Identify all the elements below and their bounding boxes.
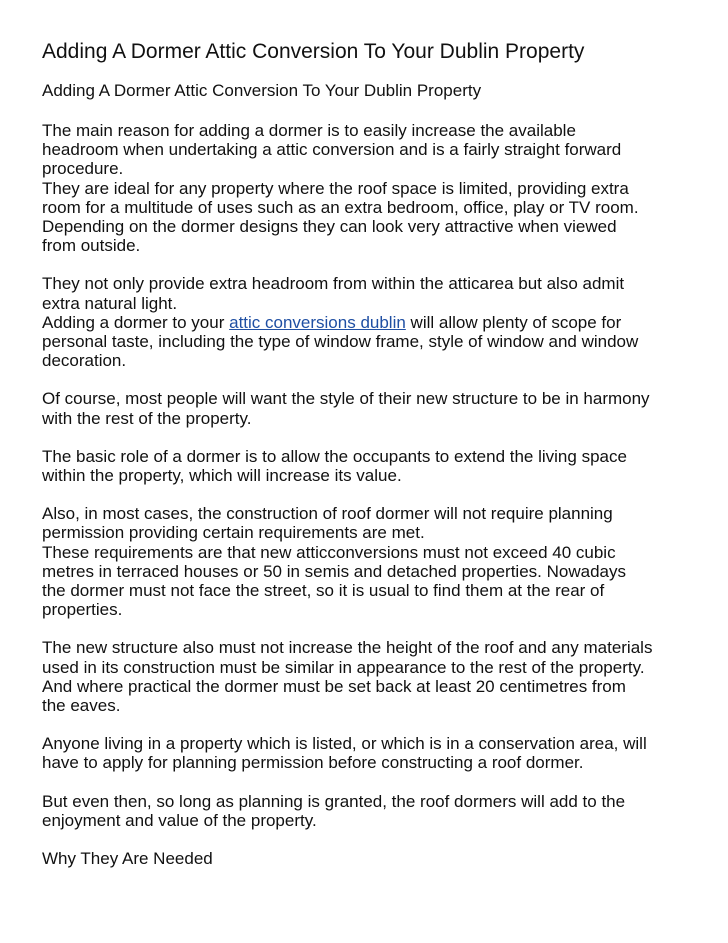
paragraph-requirements: [42, 504, 688, 619]
text-line: headroom when undertaking a attic conversion and is a fairly straight forward: [42, 140, 622, 160]
paragraph-intro: [42, 121, 688, 255]
text-line: properties.: [42, 600, 123, 620]
text-line: The main reason for adding a dormer is to easily increase the available: [42, 121, 576, 140]
paragraph-planning-granted: [42, 792, 688, 830]
text-line: permission providing certain requirements are met.: [42, 523, 425, 543]
text-line: personal taste, including the type of window frame, style of window and window: [42, 332, 639, 352]
text-line: Of course, most people will want the style of their new structure to be in harmony: [42, 389, 650, 409]
text-line: The basic role of a dormer is to allow the occupants to extend the living space: [42, 446, 627, 466]
text-line: procedure.: [42, 159, 124, 179]
paragraph-structure-height: [42, 638, 688, 715]
text-line-with-link: [42, 313, 688, 332]
text-line: decoration.: [42, 351, 127, 371]
text-line: Also, in most cases, the construction of roof dormer will not require planning: [42, 504, 613, 524]
text-line: have to apply for planning permission before constructing a roof dormer.: [42, 753, 584, 773]
attic-conversions-dublin-link[interactable]: attic conversions dublin: [229, 312, 406, 332]
text-line: the dormer must not face the street, so it is usual to find them at the rear of: [42, 581, 605, 601]
text-line: from outside.: [42, 236, 141, 256]
text-line: with the rest of the property.: [42, 408, 252, 428]
text-line: They are ideal for any property where the roof space is limited, providing extra: [42, 178, 629, 198]
text-line: enjoyment and value of the property.: [42, 810, 317, 830]
text-line: And where practical the dormer must be set back at least 20 centimetres from: [42, 676, 626, 696]
section-heading-why-needed: Why They Are Needed: [42, 849, 213, 869]
text-line: extra natural light.: [42, 293, 178, 313]
paragraph-basic-role: [42, 447, 688, 485]
text-line: But even then, so long as planning is granted, the roof dormers will add to the: [42, 791, 626, 811]
text-line: the eaves.: [42, 696, 121, 716]
paragraph-light: [42, 274, 688, 370]
text-line: Anyone living in a property which is listed, or which is in a conservation area, will: [42, 734, 647, 754]
text-line: metres in terraced houses or 50 in semis and detached properties. Nowadays: [42, 561, 626, 581]
text-line: within the property, which will increase its value.: [42, 466, 402, 486]
document-subtitle: Adding A Dormer Attic Conversion To Your Dublin Property: [42, 81, 482, 100]
text-line: These requirements are that new atticconversions must not exceed 40 cubic: [42, 542, 616, 562]
paragraph-listed-property: [42, 734, 688, 772]
text-line: They not only provide extra headroom from within the atticarea but also admit: [42, 274, 625, 294]
link-prefix-text: Adding a dormer to your: [42, 312, 230, 332]
text-line: The new structure also must not increase the height of the roof and any materials: [42, 638, 653, 658]
link-suffix-text: will allow plenty of scope for: [405, 312, 622, 332]
text-line: Depending on the dormer designs they can look very attractive when viewed: [42, 217, 617, 237]
text-line: room for a multitude of uses such as an extra bedroom, office, play or TV room.: [42, 197, 639, 217]
document-title: Adding A Dormer Attic Conversion To Your Dublin Property: [42, 40, 585, 63]
text-line: used in its construction must be similar in appearance to the rest of the property.: [42, 657, 645, 677]
paragraph-harmony: [42, 389, 688, 427]
